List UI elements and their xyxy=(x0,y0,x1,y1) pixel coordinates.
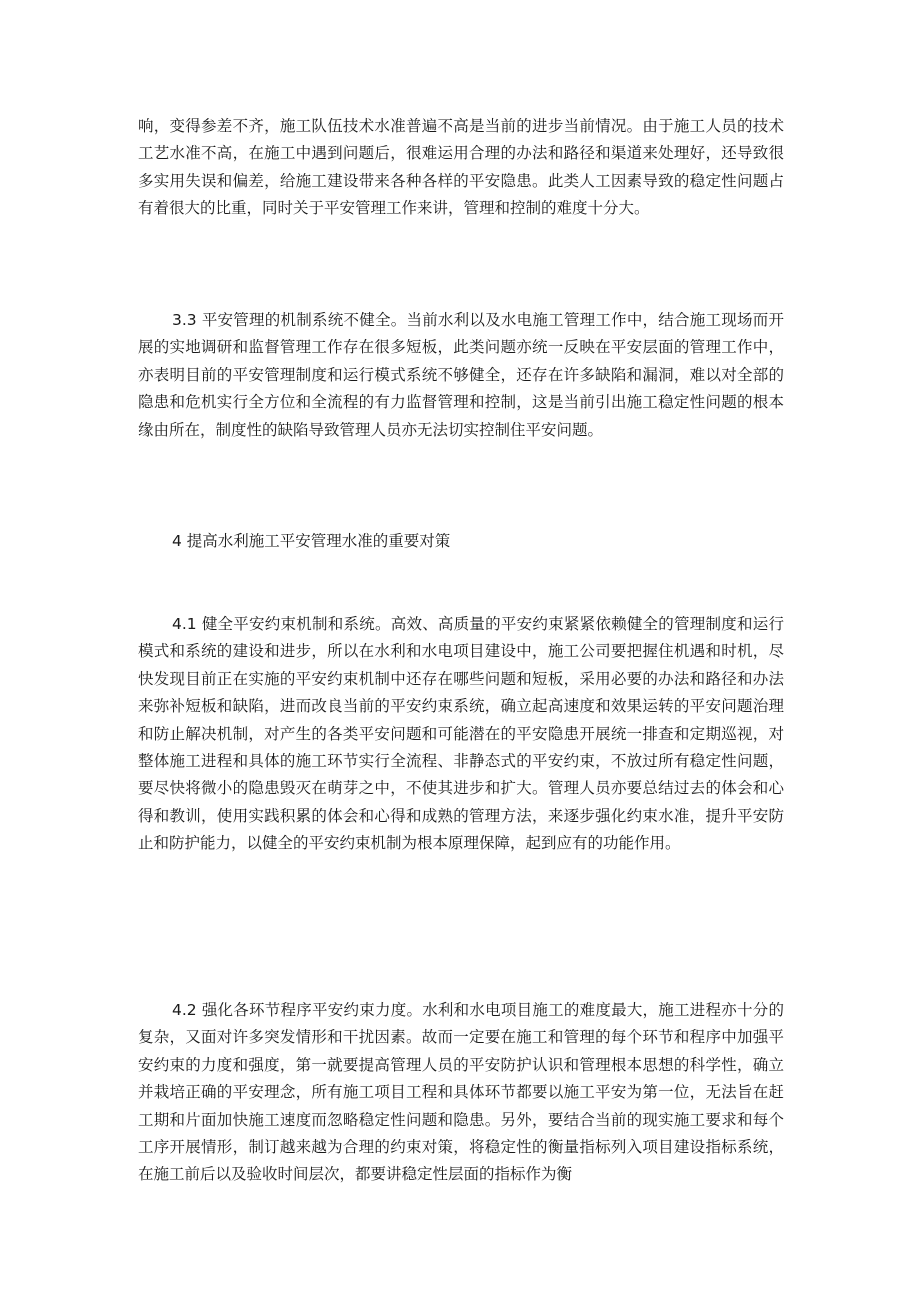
paragraph-4-1-constraint-system: 4.1 健全平安约束机制和系统。高效、高质量的平安约束紧紧依赖健全的管理制度和运行模式和系统的建设和进步，所以在水利和水电项目建设中，施工公司要把握住机遇和时机，尽快发现目前正在实施的平安约束机制中还存在哪些问题和短板，采用必要的办法和路径和办法来弥补短板和缺陷，进而改良当前的平安约束系统，确立起高速度和效果运转的平安问题治理和防止解决机制，对产生的各类平安问题和可能潜在的平安隐患开展统一排查和定期巡视，对整体施工进程和具体的施工环节实行全流程、非静态式的平安约束，不放过所有稳定性问题，要尽快将微小的隐患毁灭在萌芽之中，不使其进步和扩大。管理人员亦要总结过去的体会和心得和教训，使用实践积累的体会和心得和成熟的管理方法，来逐步强化约束水准，提升平安防止和防护能力，以健全的平安约束机制为根本原理保障，起到应有的功能作用。 xyxy=(138,615,784,853)
paragraph-human-factors: 响，变得参差不齐，施工队伍技术水准普遍不高是当前的进步当前情况。由于施工人员的技术工艺水准不高，在施工中遇到问题后，很难运用合理的办法和路径和渠道来处理好，还导致很多实用失误和偏差，给施工建设带来各种各样的平安隐患。此类人工因素导致的稳定性问题占有着很大的比重，同时关于平安管理工作来讲，管理和控制的难度十分大。 xyxy=(138,117,784,218)
paragraph-4-2-process-constraint: 4.2 强化各环节程序平安约束力度。水利和水电项目施工的难度最大，施工进程亦十分的复杂，又面对许多突发情形和干扰因素。故而一定要在施工和管理的每个环节和程序中加强平安约束的力度和强度，第一就要提高管理人员的平安防护认识和管理根本思想的科学性，确立并栽培正确的平安理念，所有施工项目工程和具体环节都要以施工平安为第一位，无法旨在赶工期和片面加快施工速度而忽略稳定性问题和隐患。另外，要结合当前的现实施工要求和每个工序开展情形，制订越来越为合理的约束对策，将稳定性的衡量指标列入项目建设指标系统，在施工前后以及验收时间层次，都要讲稳定性层面的指标作为衡 xyxy=(138,1001,784,1184)
section-heading-4: 4 提高水利施工平安管理水准的重要对策 xyxy=(172,532,451,550)
paragraph-3-3-mechanism: 3.3 平安管理的机制系统不健全。当前水利以及水电施工管理工作中，结合施工现场而开展的实地调研和监督管理工作存在很多短板，此类问题亦统一反映在平安层面的管理工作中，亦表明目前的平安管理制度和运行模式系统不够健全，还存在许多缺陷和漏洞，难以对全部的隐患和危机实行全方位和全流程的有力监督管理和控制，这是当前引出施工稳定性问题的根本缘由所在，制度性的缺陷导致管理人员亦无法切实控制住平安问题。 xyxy=(138,311,784,439)
